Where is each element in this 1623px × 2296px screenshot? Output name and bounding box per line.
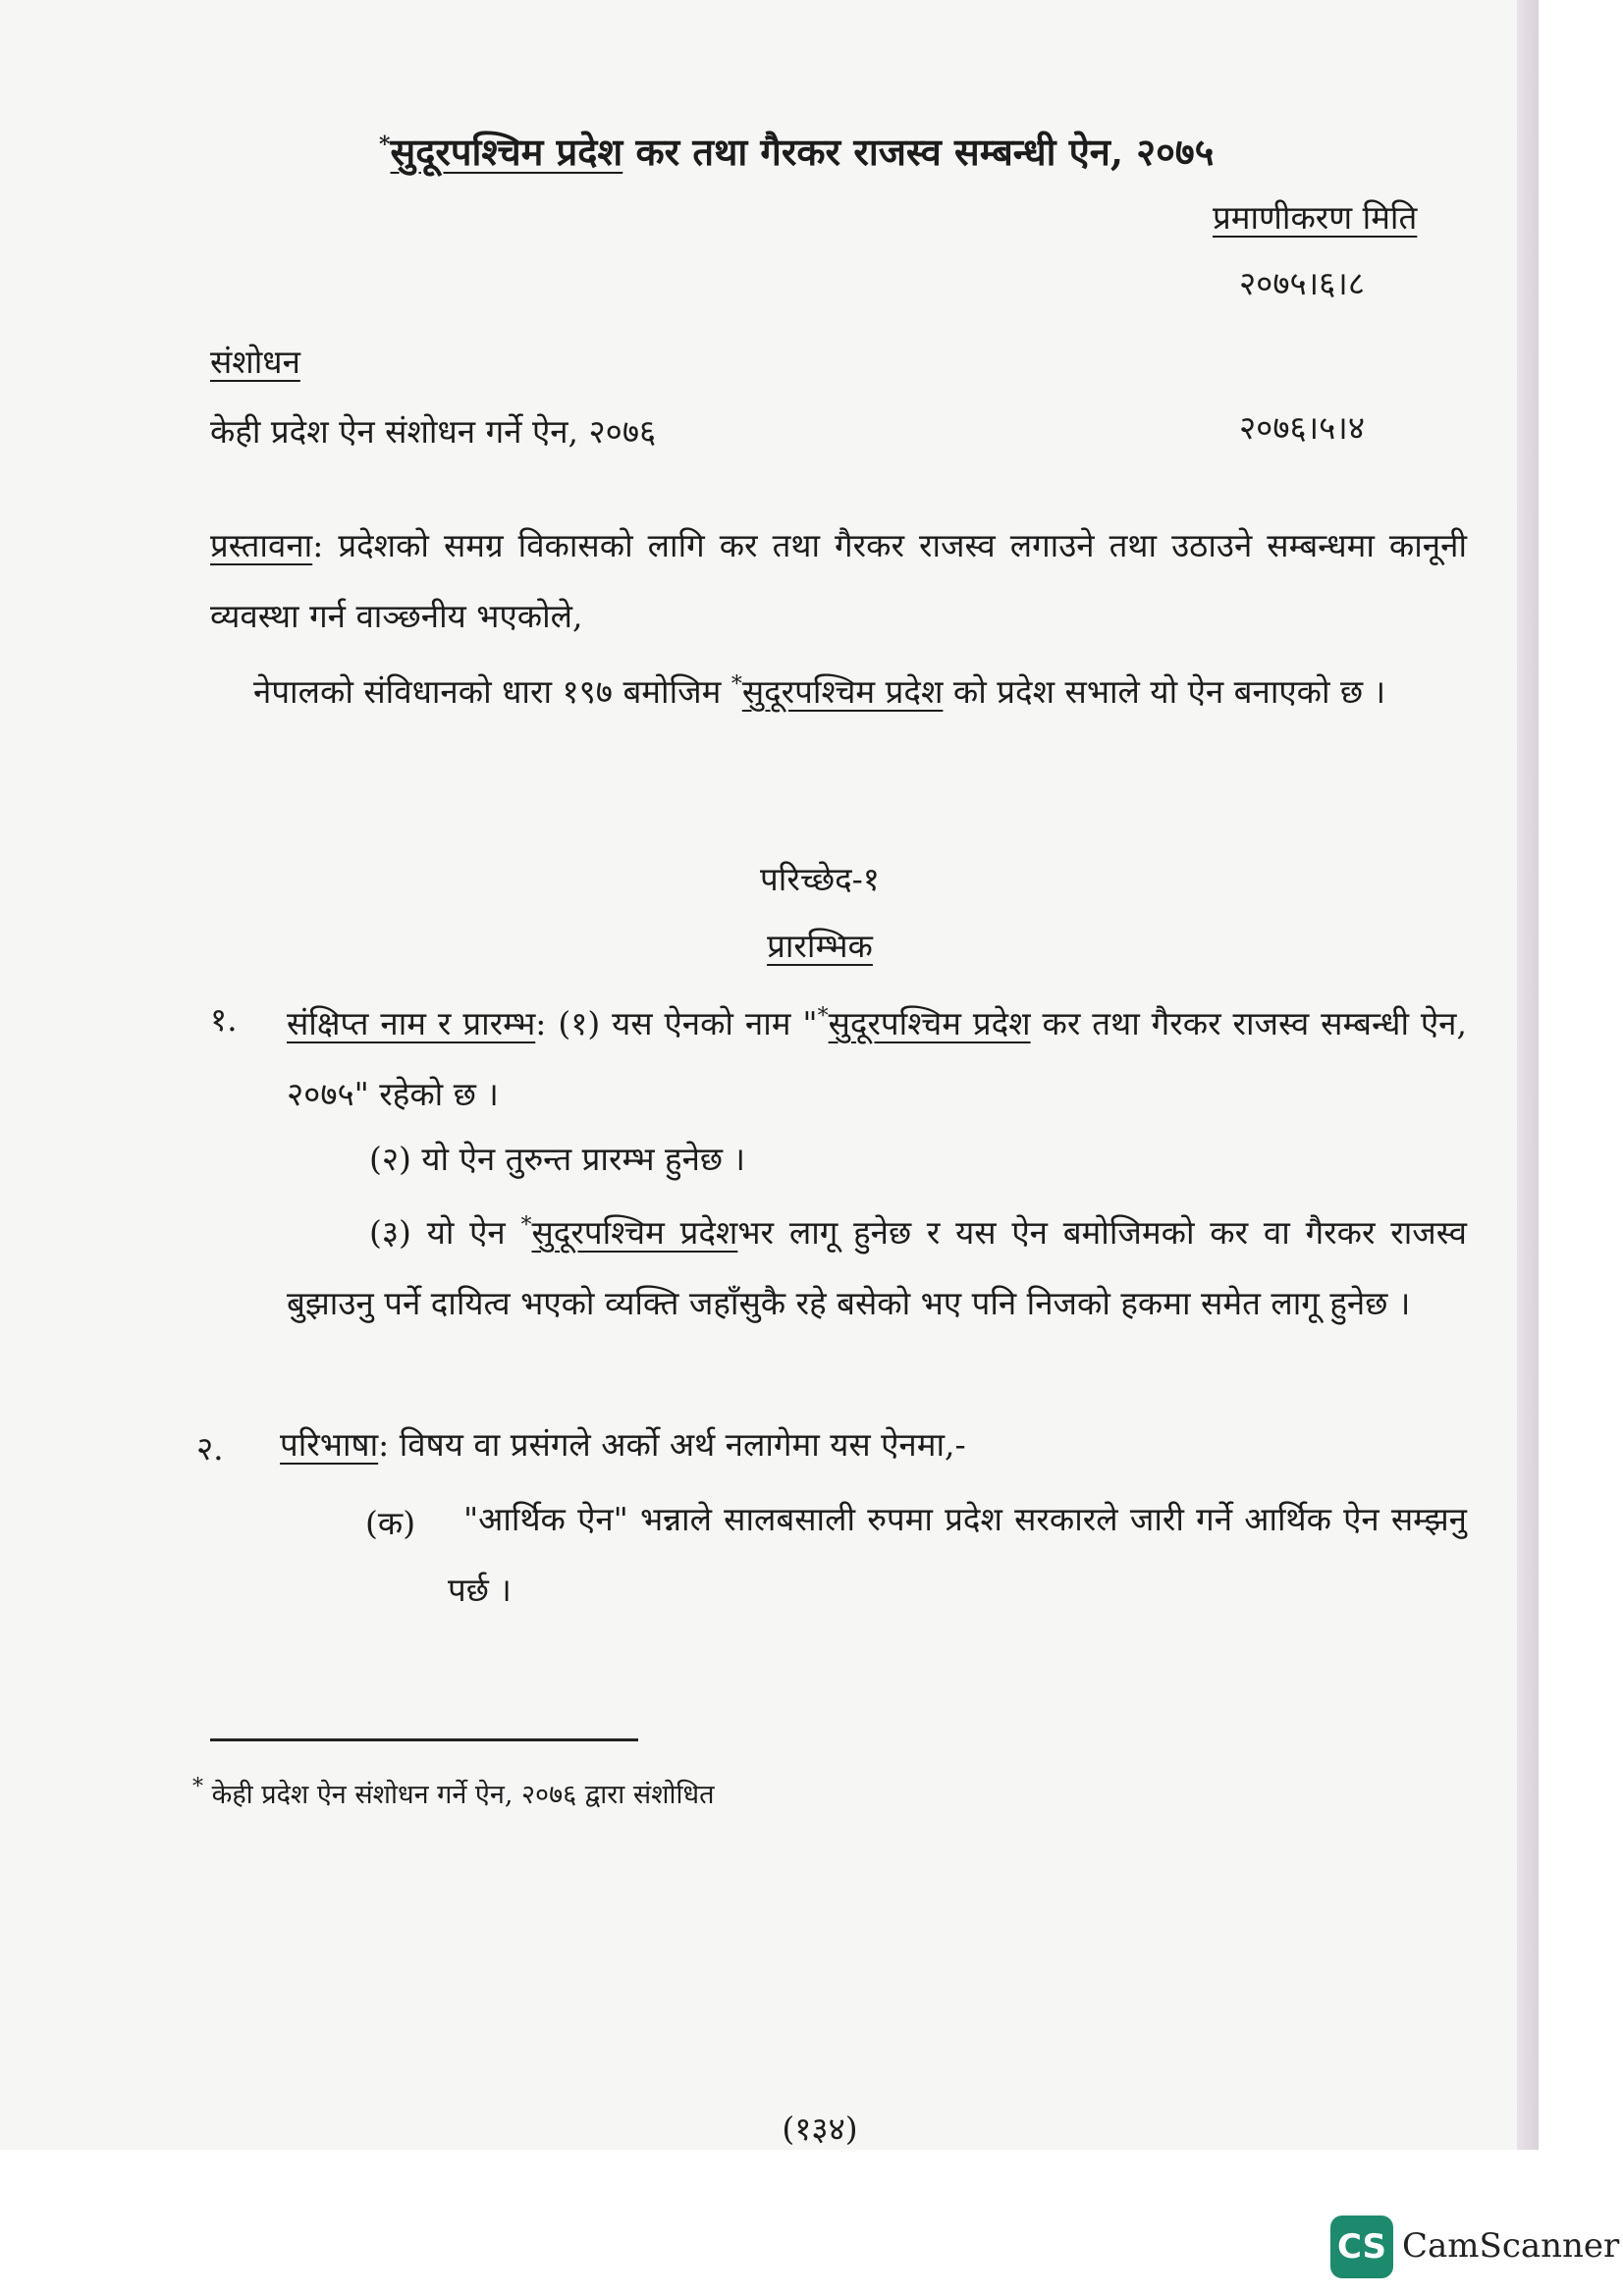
enactment-end: को प्रदेश सभाले यो ऐन बनाएको छ । [943, 672, 1386, 711]
section-1-p3-a: (३) यो ऐन [369, 1213, 521, 1252]
authentication-date: २०७५।६।८ [1239, 264, 1365, 302]
enactment-footnote-mark: * [730, 672, 742, 697]
section-1-p3-b: भर लागू हुनेछ र यस ऐन बमोजिमको कर वा गैरकर राजस्व बुझाउनु पर्ने दायित्व भएको व्यक्ति जहाँसुकै रहे बसेको भए पनि निजको हकमा समेत लागू हुनेछ । [287, 1213, 1467, 1322]
section-1-para-1 [287, 982, 1467, 1130]
amendment-date: २०७६।५।४ [1239, 408, 1365, 447]
footnote [192, 1775, 714, 1811]
camscanner-name: CamScanner [1402, 2226, 1620, 2266]
preamble-text: : प्रदेशको समग्र विकासको लागि कर तथा गैरकर राजस्व लगाउने तथा उठाउने सम्बन्धमा कानूनी व्यवस्था गर्न वाञ्छनीय भएकोले, [210, 526, 1467, 635]
page-number: (१३४) [782, 2109, 858, 2148]
section-1-p1-mark: * [817, 1004, 829, 1029]
chapter-title: प्रारम्भिक [767, 927, 873, 965]
enactment-clause [210, 650, 1467, 727]
camscanner-logo: CS [1330, 2216, 1393, 2278]
section-2-number: २. [196, 1429, 224, 1468]
footnote-mark: * [192, 1775, 203, 1799]
act-title [379, 126, 1214, 177]
page-edge-shadow [1517, 0, 1539, 2150]
section-2-clause-a-label: (क) [365, 1504, 416, 1542]
enactment-province: सुदूरपश्चिम प्रदेश [741, 672, 944, 711]
enactment-start: नेपालको संविधानको धारा १९७ बमोजिम [253, 672, 731, 711]
preamble [210, 510, 1467, 652]
amendment-heading: संशोधन [210, 343, 300, 381]
title-footnote-mark: * [379, 132, 391, 158]
section-1-number: १. [210, 1000, 238, 1039]
section-1-p3-mark: * [520, 1213, 532, 1238]
section-2-intro: : विषय वा प्रसंगले अर्को अर्थ नलागेमा यस ऐनमा,- [378, 1425, 966, 1464]
section-1-p1-a: : (१) यस ऐनको नाम " [535, 1004, 818, 1042]
footnote-divider [210, 1738, 638, 1741]
preamble-label: प्रस्तावना [210, 526, 313, 564]
section-1-p1-b: कर तथा गैरकर राजस्व सम्बन्धी ऐन, २०७५" रहेको छ । [287, 1004, 1467, 1113]
section-1-heading: संक्षिप्त नाम र प्रारम्भ [287, 1004, 536, 1042]
amendment-text: केही प्रदेश ऐन संशोधन गर्ने ऐन, २०७६ [210, 412, 657, 451]
section-2-clause-a: "आर्थिक ऐन" भन्नाले सालबसाली रुपमा प्रदेश सरकारले जारी गर्ने आर्थिक ऐन सम्झनु पर्छ । [448, 1500, 1467, 1609]
title-province: सुदूरपश्चिम प्रदेश [390, 130, 623, 174]
section-1-para-2: (२) यो ऐन तुरुन्त प्रारम्भ हुनेछ । [369, 1140, 746, 1178]
chapter-number: परिच्छेद-१ [760, 860, 880, 898]
authentication-label: प्रमाणीकरण मिति [1213, 198, 1418, 237]
title-rest: कर तथा गैरकर राजस्व सम्बन्धी ऐन, २०७५ [622, 130, 1215, 174]
section-2-heading: परिभाषा [280, 1425, 379, 1464]
section-1-para-3 [287, 1191, 1467, 1339]
footnote-text: केही प्रदेश ऐन संशोधन गर्ने ऐन, २०७६ द्वारा संशोधित [203, 1780, 715, 1810]
section-1-p1-province: सुदूरपश्चिम प्रदेश [828, 1004, 1031, 1042]
chapter-title-row [0, 923, 1623, 967]
section-2-intro-row [280, 1421, 966, 1466]
section-1-p3-province: सुदूरपश्चिम प्रदेश [531, 1213, 738, 1252]
